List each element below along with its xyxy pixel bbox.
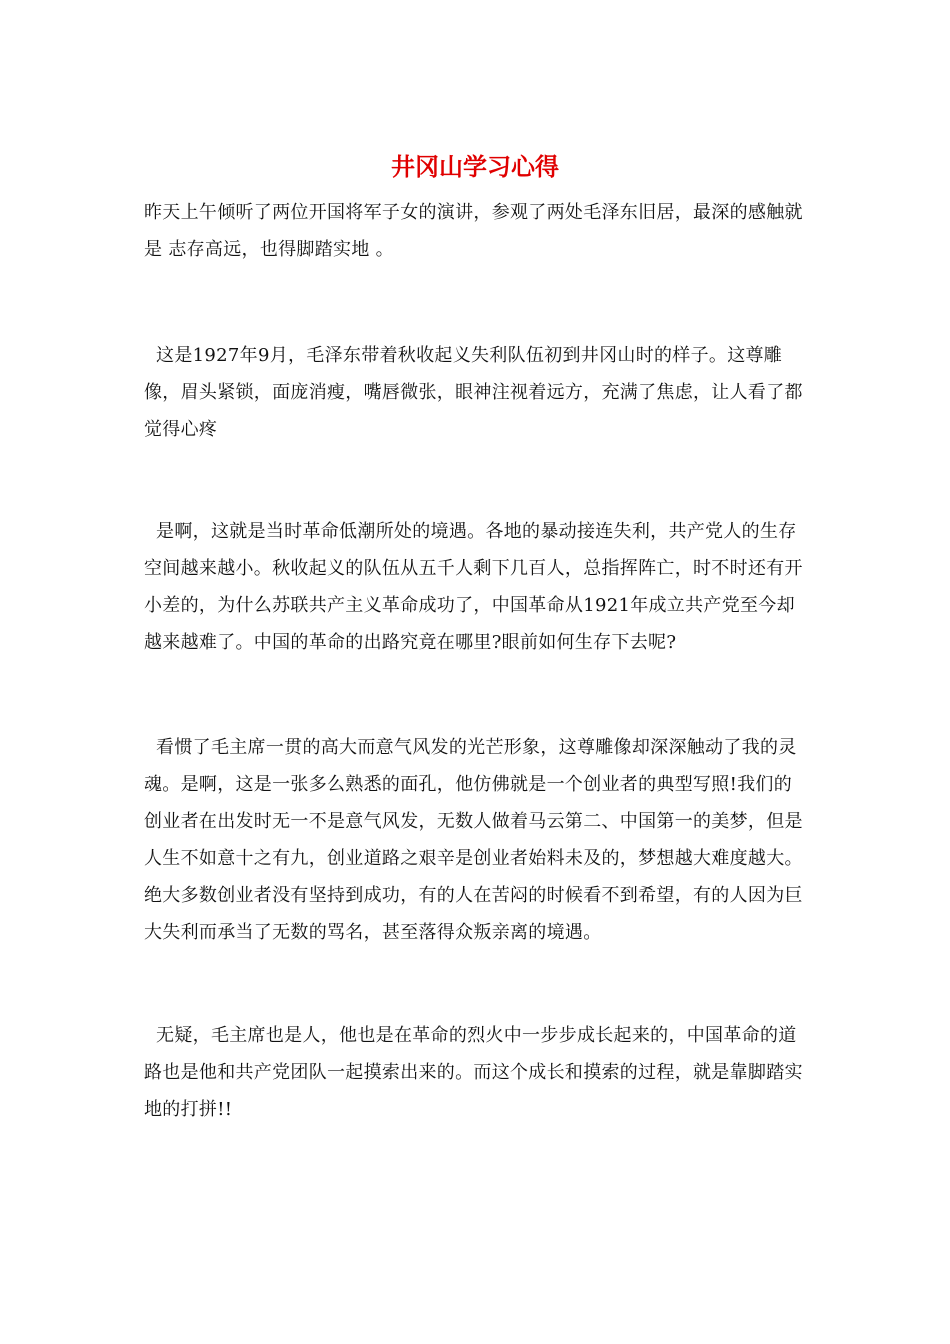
paragraph-3: 是啊，这就是当时革命低潮所处的境遇。各地的暴动接连失利，共产党人的生存空间越来越小。秋收起义的队伍从五千人剩下几百人，总指挥阵亡，时不时还有开小差的，为什么苏联共产主义革命成功了，中国革命从1921年成立共产党至今却越来越难了。中国的革命的出路究竟在哪里?眼前如何生存下去呢? (144, 521, 803, 653)
paragraph-4: 看惯了毛主席一贯的高大而意气风发的光芒形象，这尊雕像却深深触动了我的灵魂。是啊，这是一张多么熟悉的面孔，他仿佛就是一个创业者的典型写照!我们的创业者在出发时无一不是意气风发，无数人做着马云第二、中国第一的美梦，但是人生不如意十之有九，创业道路之艰辛是创业者始料未及的，梦想越大难度越大。绝大多数创业者没有坚持到成功，有的人在苦闷的时候看不到希望，有的人因为巨大失利而承当了无数的骂名，甚至落得众叛亲离的境遇。 (144, 737, 803, 943)
paragraph-1: 昨天上午倾听了两位开国将军子女的演讲，参观了两处毛泽东旧居，最深的感触就是 志存高远，也得脚踏实地 。 (144, 202, 803, 260)
document-title: 井冈山学习心得 (391, 152, 559, 181)
paragraph-2: 这是1927年9月，毛泽东带着秋收起义失利队伍初到井冈山时的样子。这尊雕像，眉头紧锁，面庞消瘦，嘴唇微张，眼神注视着远方，充满了焦虑，让人看了都觉得心疼 (144, 345, 803, 440)
paragraph-5: 无疑，毛主席也是人，他也是在革命的烈火中一步步成长起来的，中国革命的道路也是他和共产党团队一起摸索出来的。而这个成长和摸索的过程，就是靠脚踏实地的打拼!! (144, 1025, 803, 1120)
